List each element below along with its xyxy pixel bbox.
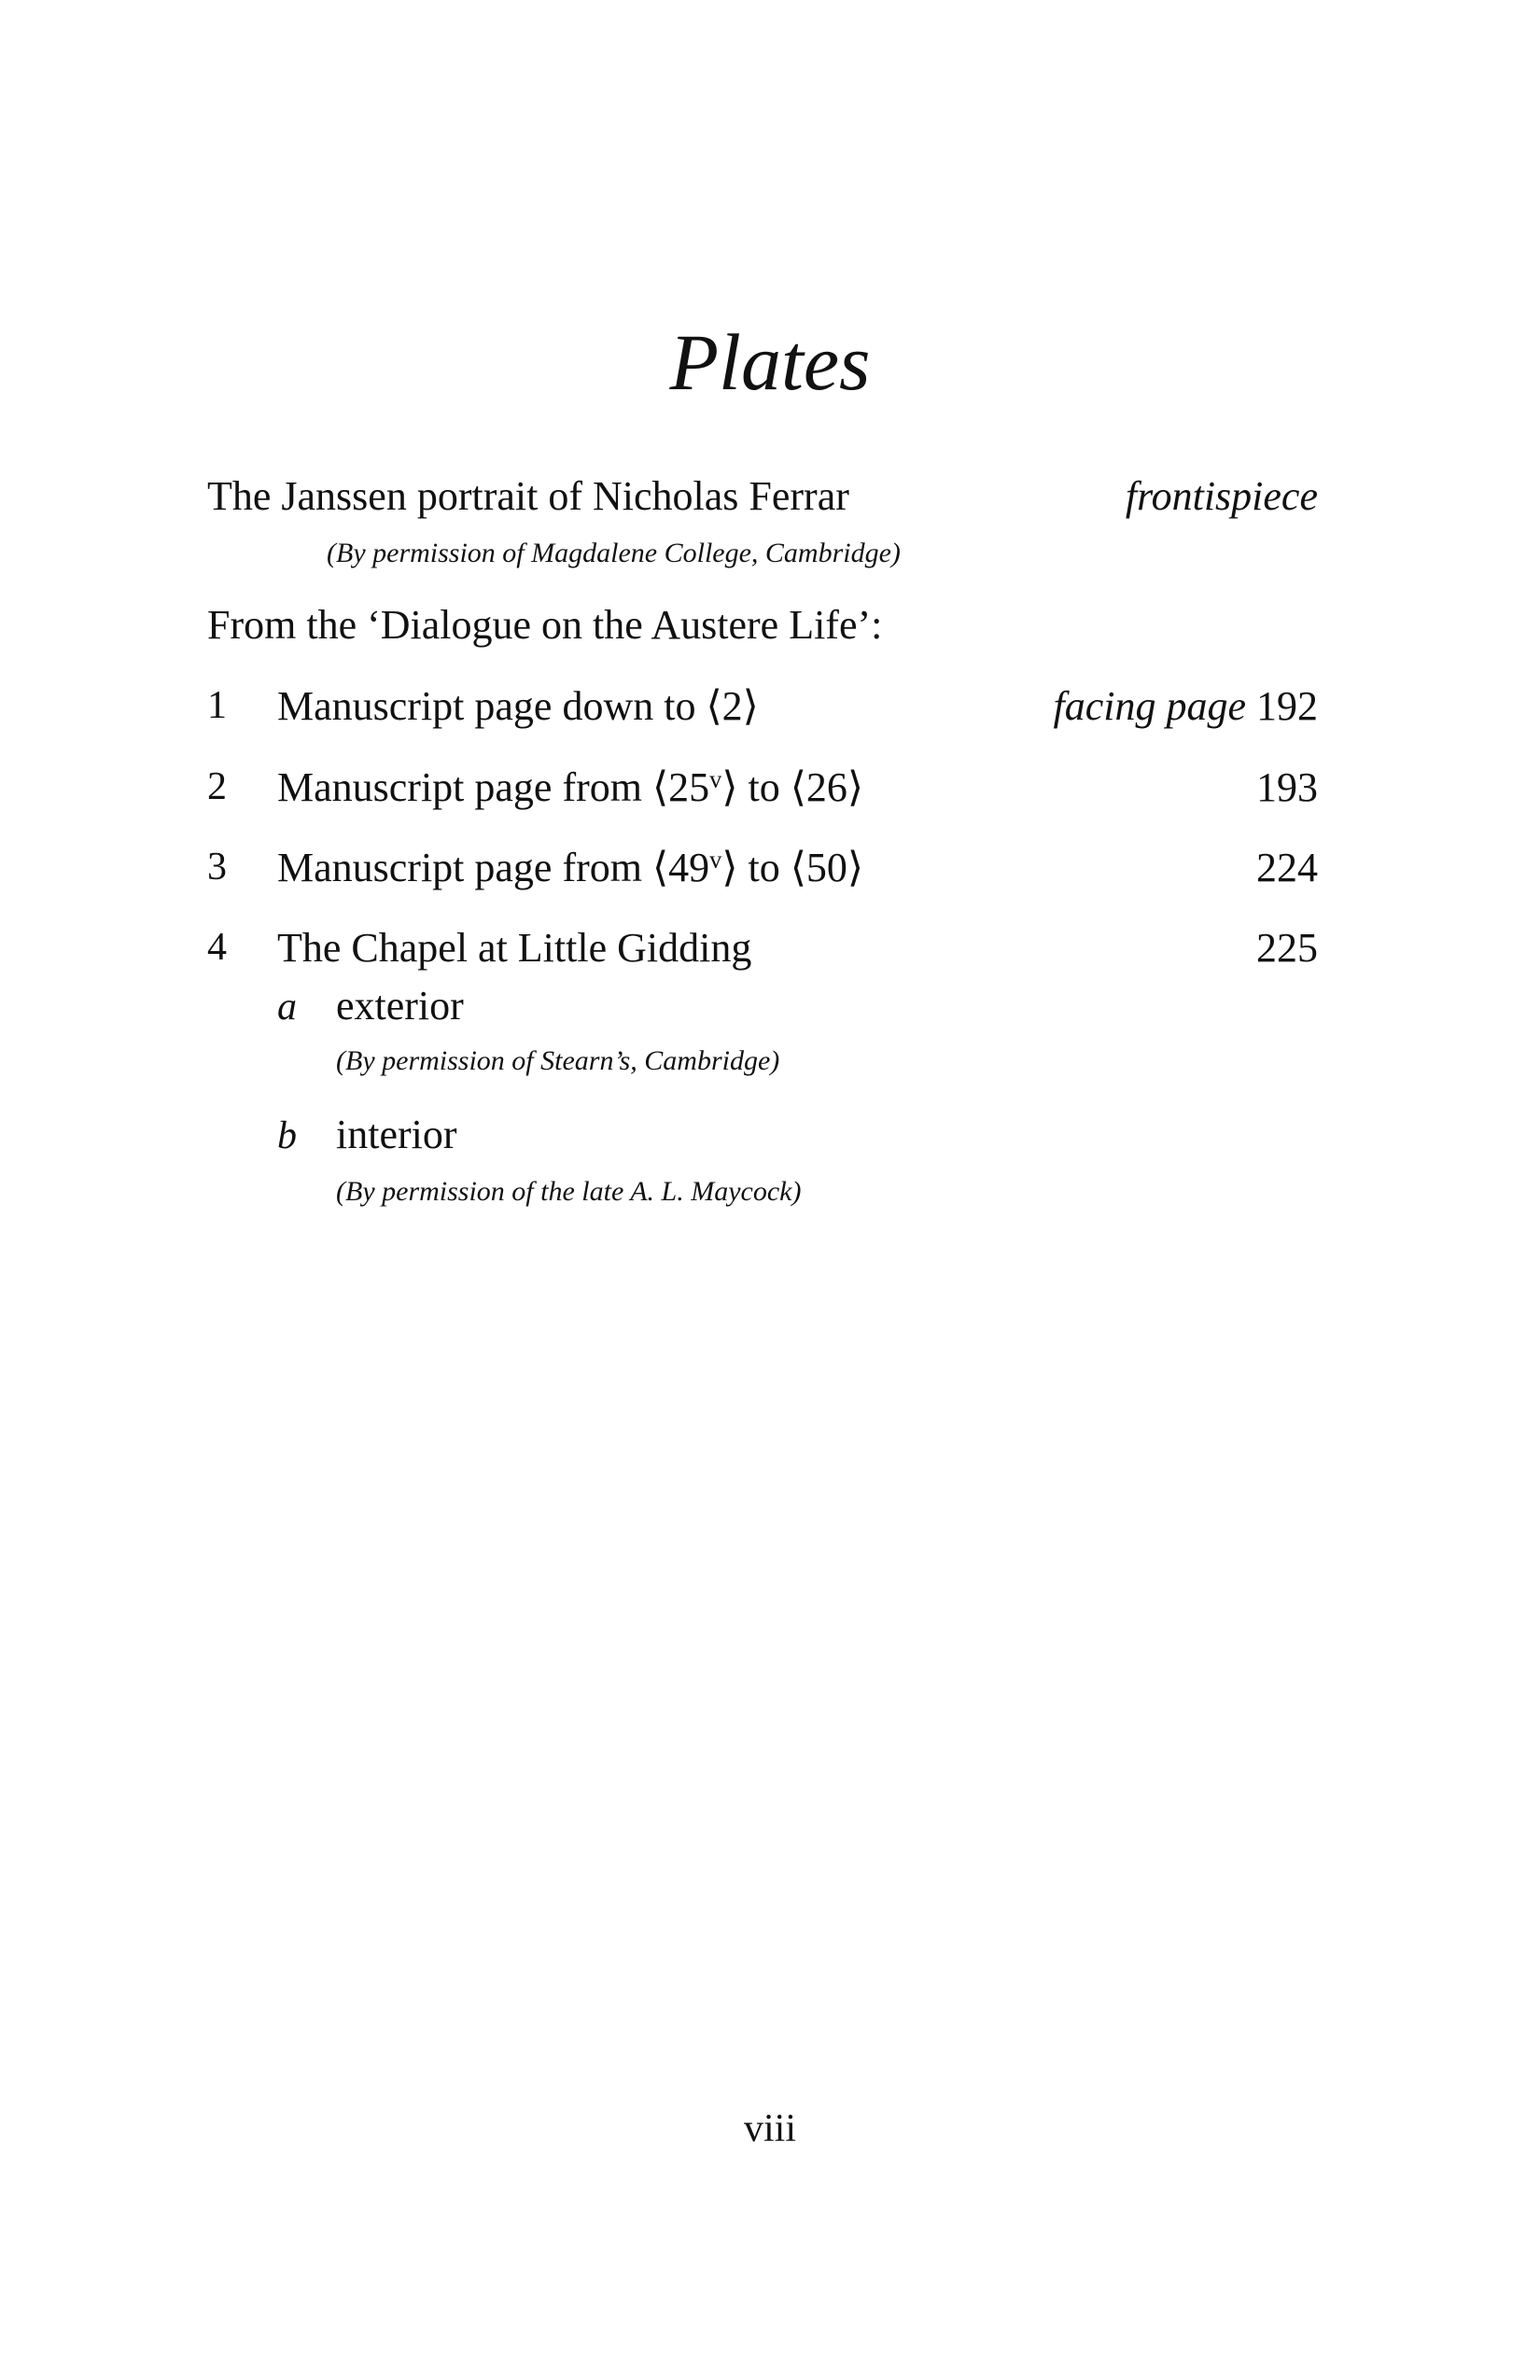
plate-title: Manuscript page from ⟨25$^v$⟩ to ⟨26⟩: [277, 764, 864, 810]
plate-page: facing page 192: [1053, 683, 1318, 729]
plate-page: 225: [1256, 925, 1318, 971]
subitem-credit: (By permission of the late A. L. Maycock): [336, 1176, 802, 1207]
plate-title: Manuscript page from ⟨49$^v$⟩ to ⟨50⟩: [277, 845, 864, 890]
frontispiece-entry-text: The Janssen portrait of Nicholas Ferrar: [207, 473, 849, 519]
facing-page-label: facing page: [1053, 683, 1246, 729]
plate-number: 3: [207, 846, 227, 889]
page-title: Plates: [669, 317, 871, 407]
plate-title: Manuscript page down to ⟨2⟩: [277, 683, 759, 729]
page-number: viii: [743, 2107, 796, 2150]
plate-page: 193: [1256, 764, 1318, 810]
frontispiece-label: frontispiece: [1125, 473, 1318, 519]
frontispiece-position: [1125, 473, 1318, 519]
section-heading: From the ‘Dialogue on the Austere Life’:: [207, 602, 883, 648]
subitem-text: exterior: [336, 983, 464, 1029]
plate-number: 4: [207, 926, 227, 969]
subitem-text: interior: [336, 1112, 457, 1157]
plate-title: The Chapel at Little Gidding: [277, 925, 752, 971]
plate-page: 224: [1256, 845, 1318, 890]
plate-number: 2: [207, 765, 227, 808]
subitem-letter: b: [277, 1114, 297, 1157]
subitem-letter: a: [277, 986, 297, 1029]
frontispiece-credit: (By permission of Magdalene College, Cambridge): [327, 538, 901, 568]
subitem-credit: (By permission of Stearn’s, Cambridge): [336, 1045, 780, 1076]
plate-number: 1: [207, 684, 227, 727]
